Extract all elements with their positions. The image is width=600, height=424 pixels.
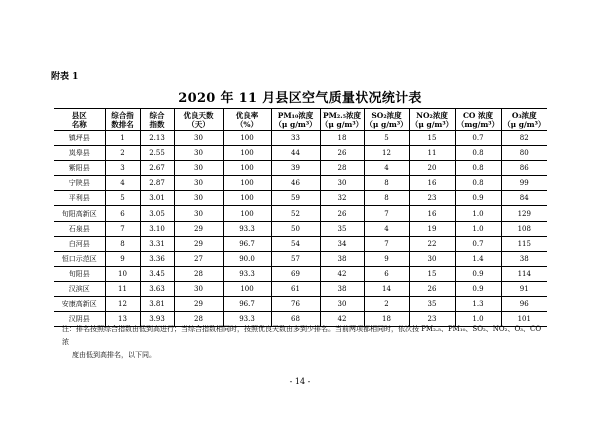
table-cell: 93.3: [223, 312, 271, 327]
county-name-cell: 石泉县: [54, 221, 105, 236]
table-cell: 30: [174, 206, 223, 221]
table-cell: 3.31: [140, 236, 174, 251]
table-cell: 100: [223, 146, 271, 161]
table-cell: 7: [364, 206, 409, 221]
table-cell: 10: [105, 266, 140, 281]
table-cell: 100: [223, 281, 271, 296]
table-cell: 0.9: [455, 266, 501, 281]
county-name-cell: 汉滨区: [54, 281, 105, 296]
table-cell: 0.8: [455, 161, 501, 176]
table-cell: 3.01: [140, 191, 174, 206]
table-cell: 82: [501, 131, 547, 146]
table-cell: 26: [320, 146, 364, 161]
table-cell: 28: [174, 312, 223, 327]
table-cell: 91: [501, 281, 547, 296]
table-row: [54, 297, 547, 312]
table-cell: 54: [271, 236, 320, 251]
table-cell: 4: [364, 161, 409, 176]
table-cell: 6: [105, 206, 140, 221]
table-cell: 100: [223, 176, 271, 191]
table-cell: 100: [223, 191, 271, 206]
table-cell: 52: [271, 206, 320, 221]
column-header-line: （%）: [235, 119, 259, 129]
county-name-cell: 镇坪县: [54, 131, 105, 146]
table-cell: 86: [501, 161, 547, 176]
column-header-line: 指数: [149, 119, 165, 129]
table-cell: 8: [105, 236, 140, 251]
table-cell: 61: [271, 281, 320, 296]
table-row: [54, 131, 547, 146]
page-number: - 14 -: [289, 377, 311, 386]
table-cell: 3: [105, 161, 140, 176]
table-row: [54, 281, 547, 296]
table-cell: 28: [174, 266, 223, 281]
county-name-cell: 平利县: [54, 191, 105, 206]
table-cell: 11: [105, 281, 140, 296]
table-cell: 44: [271, 146, 320, 161]
table-cell: 5: [105, 191, 140, 206]
table-cell: 76: [271, 297, 320, 312]
table-cell: 27: [174, 251, 223, 266]
table-cell: 69: [271, 266, 320, 281]
column-header-line: （μ g/m³）: [365, 119, 408, 129]
table-cell: 29: [174, 297, 223, 312]
table-cell: 3.93: [140, 312, 174, 327]
table-cell: 2: [105, 146, 140, 161]
table-cell: 80: [501, 146, 547, 161]
table-cell: 12: [105, 297, 140, 312]
appendix-label: 附表 1: [51, 72, 79, 82]
table-cell: 12: [364, 146, 409, 161]
table-cell: 26: [409, 281, 455, 296]
column-header: [140, 109, 174, 131]
table-cell: 42: [320, 266, 364, 281]
table-row: [54, 191, 547, 206]
table-row: [54, 266, 547, 281]
table-cell: 1.3: [455, 297, 501, 312]
table-cell: 0.8: [455, 176, 501, 191]
table-cell: 114: [501, 266, 547, 281]
column-header-line: 数排名: [111, 119, 134, 129]
table-cell: 30: [320, 297, 364, 312]
column-header-line: NO₂浓度: [416, 110, 448, 120]
table-cell: 8: [364, 191, 409, 206]
column-header: [271, 109, 320, 131]
column-header: [501, 109, 547, 131]
table-cell: 30: [174, 281, 223, 296]
table-cell: 16: [409, 176, 455, 191]
table-cell: 30: [409, 251, 455, 266]
table-cell: 30: [174, 146, 223, 161]
air-quality-table: [54, 108, 547, 327]
table-cell: 100: [223, 206, 271, 221]
table-cell: 8: [364, 176, 409, 191]
column-header-line: （mg/m³）: [456, 119, 500, 129]
table-cell: 2.55: [140, 146, 174, 161]
table-cell: 20: [409, 161, 455, 176]
column-header-line: SO₂浓度: [371, 110, 402, 120]
table-cell: 1.0: [455, 221, 501, 236]
table-cell: 29: [174, 221, 223, 236]
county-name-cell: 紫阳县: [54, 161, 105, 176]
table-cell: 0.8: [455, 146, 501, 161]
table-row: [54, 176, 547, 191]
table-cell: 14: [364, 281, 409, 296]
table-cell: 129: [501, 206, 547, 221]
column-header: [364, 109, 409, 131]
table-cell: 0.9: [455, 281, 501, 296]
table-cell: 1.0: [455, 312, 501, 327]
table-cell: 7: [105, 221, 140, 236]
table-cell: 108: [501, 221, 547, 236]
table-cell: 42: [320, 312, 364, 327]
table-cell: 93.3: [223, 221, 271, 236]
table-cell: 4: [364, 221, 409, 236]
table-cell: 15: [409, 266, 455, 281]
table-cell: 30: [320, 176, 364, 191]
table-cell: 59: [271, 191, 320, 206]
table-header-row: [54, 109, 547, 131]
table-cell: 38: [320, 251, 364, 266]
column-header-line: 优良率: [235, 110, 259, 120]
table-cell: 3.81: [140, 297, 174, 312]
column-header-line: （μ g/m³）: [503, 119, 546, 129]
table-cell: 4: [105, 176, 140, 191]
table-cell: 3.10: [140, 221, 174, 236]
column-header-line: （天）: [187, 119, 210, 129]
county-name-cell: 旬阳县: [54, 266, 105, 281]
table-cell: 11: [409, 146, 455, 161]
column-header-line: PM₁₀浓度: [277, 110, 314, 120]
table-cell: 5: [364, 131, 409, 146]
table-cell: 0.7: [455, 131, 501, 146]
column-header-line: （μ g/m³）: [320, 119, 364, 129]
table-row: [54, 236, 547, 251]
table-cell: 50: [271, 221, 320, 236]
table-cell: 3.36: [140, 251, 174, 266]
table-cell: 9: [364, 251, 409, 266]
column-header-line: 综合: [149, 110, 165, 120]
table-cell: 30: [174, 161, 223, 176]
column-header-line: 综合指: [111, 110, 134, 120]
table-cell: 39: [271, 161, 320, 176]
table-cell: 3.05: [140, 206, 174, 221]
table-cell: 18: [364, 312, 409, 327]
table-cell: 32: [320, 191, 364, 206]
table-cell: 22: [409, 236, 455, 251]
table-cell: 18: [320, 131, 364, 146]
column-header: [409, 109, 455, 131]
table-cell: 2.67: [140, 161, 174, 176]
county-name-cell: 岚皋县: [54, 146, 105, 161]
table-cell: 9: [105, 251, 140, 266]
county-name-cell: 恒口示范区: [54, 251, 105, 266]
table-cell: 34: [320, 236, 364, 251]
note-line-2: 度由低到高排名，以下同。: [72, 351, 156, 359]
table-cell: 93.3: [223, 266, 271, 281]
table-cell: 28: [320, 161, 364, 176]
table-cell: 100: [223, 131, 271, 146]
column-header-line: 名称: [71, 119, 87, 129]
county-name-cell: 汉阴县: [54, 312, 105, 327]
county-name-cell: 白河县: [54, 236, 105, 251]
table-cell: 38: [501, 251, 547, 266]
table-row: [54, 206, 547, 221]
table-cell: 26: [320, 206, 364, 221]
table-cell: 3.45: [140, 266, 174, 281]
column-header-line: CO 浓度: [462, 110, 494, 120]
column-header-line: 优良天数: [183, 110, 214, 120]
column-header-line: PM₂.₅浓度: [322, 110, 362, 120]
table-note: [62, 323, 548, 362]
table-cell: 7: [364, 236, 409, 251]
table-cell: 100: [223, 161, 271, 176]
column-header: [223, 109, 271, 131]
column-header: [54, 109, 105, 131]
table-cell: 30: [174, 176, 223, 191]
table-cell: 57: [271, 251, 320, 266]
table-cell: 68: [271, 312, 320, 327]
column-header-line: O₃浓度: [511, 110, 537, 120]
table-cell: 6: [364, 266, 409, 281]
table-cell: 101: [501, 312, 547, 327]
table-cell: 46: [271, 176, 320, 191]
table-row: [54, 221, 547, 236]
table-cell: 1.4: [455, 251, 501, 266]
column-header-line: （μ g/m³）: [410, 119, 454, 129]
table-cell: 30: [174, 191, 223, 206]
table-cell: 23: [409, 312, 455, 327]
table-cell: 2.87: [140, 176, 174, 191]
table-cell: 84: [501, 191, 547, 206]
column-header: [320, 109, 364, 131]
table-cell: 23: [409, 191, 455, 206]
table-cell: 96.7: [223, 236, 271, 251]
column-header-line: （μ g/m³）: [274, 119, 317, 129]
column-header: [174, 109, 223, 131]
table-cell: 3.63: [140, 281, 174, 296]
county-name-cell: 安康高新区: [54, 297, 105, 312]
column-header: [455, 109, 501, 131]
table-cell: 33: [271, 131, 320, 146]
table-cell: 13: [105, 312, 140, 327]
table-cell: 96: [501, 297, 547, 312]
county-name-cell: 旬阳高新区: [54, 206, 105, 221]
table-cell: 1: [105, 131, 140, 146]
table-cell: 2: [364, 297, 409, 312]
column-header-line: 县区: [71, 110, 87, 120]
table-title: 2020 年 11 月县区空气质量状况统计表: [178, 91, 422, 106]
table-cell: 15: [409, 131, 455, 146]
table-cell: 115: [501, 236, 547, 251]
table-cell: 96.7: [223, 297, 271, 312]
table-cell: 16: [409, 206, 455, 221]
table-cell: 0.7: [455, 236, 501, 251]
table-row: [54, 146, 547, 161]
table-cell: 0.9: [455, 191, 501, 206]
table-cell: 35: [409, 297, 455, 312]
county-name-cell: 宁陕县: [54, 176, 105, 191]
table-cell: 19: [409, 221, 455, 236]
table-row: [54, 161, 547, 176]
column-header: [105, 109, 140, 131]
table-cell: 35: [320, 221, 364, 236]
note-line-1: 注：排名按照综合指数由低到高进行；当综合指数相同时，按照优良天数由多到少排名。当前两项都相同时，依次按 PM₂.₅、PM₁₀、SO₂、NO₂、O₃、CO 浓: [62, 325, 542, 346]
table-cell: 99: [501, 176, 547, 191]
table-cell: 30: [174, 131, 223, 146]
table-cell: 29: [174, 236, 223, 251]
table-row: [54, 251, 547, 266]
table-cell: 1.0: [455, 206, 501, 221]
table-cell: 90.0: [223, 251, 271, 266]
table-cell: 2.13: [140, 131, 174, 146]
table-cell: 38: [320, 281, 364, 296]
